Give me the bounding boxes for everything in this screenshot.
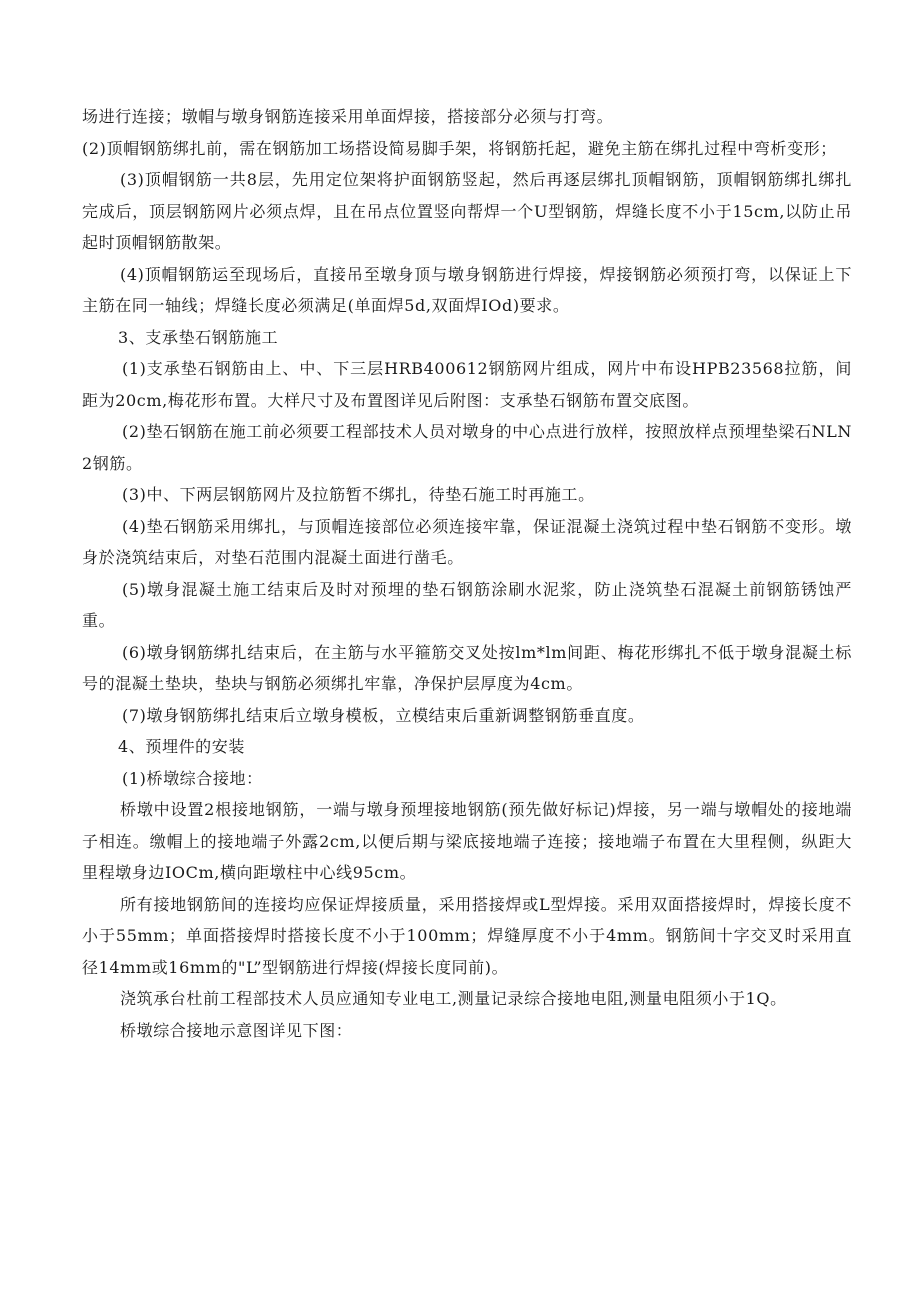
- section-heading-3: 3、支承垫石钢筋施工: [118, 327, 279, 347]
- paragraph-pad-2: (2)垫石钢筋在施工前必须要工程部技术人员对墩身的中心点进行放样，按照放样点预埋垫梁石NLN2钢筋。: [82, 422, 852, 473]
- paragraph-grounding-3: 浇筑承台杜前工程部技术人员应通知专业电工,测量记录综合接地电阻,测量电阻须小于1Q。: [120, 989, 787, 1008]
- paragraph-pad-4: (4)垫石钢筋采用绑扎，与顶帽连接部位必须连接牢靠，保证混凝土浇筑过程中垫石钢筋不变形。墩身於浇筑结束后，对垫石范围内混凝土面进行凿毛。: [82, 516, 852, 567]
- paragraph-continuation: 场进行连接；墩帽与墩身钢筋连接采用单面焊接，搭接部分必须与打弯。: [82, 107, 614, 126]
- paragraph-item-3: (3)顶帽钢筋一共8层，先用定位架将护面钢筋竖起，然后再逐层绑扎顶帽钢筋，顶帽钢筋绑扎绑扎完成后，顶层钢筋网片必须点焊，且在吊点位置竖向帮焊一个U型钢筋，焊缝长度不小于15cm,以防止吊起时顶帽钢筋散架。: [82, 170, 852, 252]
- paragraph-pad-1: (1)支承垫石钢筋由上、中、下三层HRB400612钢筋网片组成，网片中布设HPB23568拉筋，间距为20cm,梅花形布置。大样尺寸及布置图详见后附图：支承垫石钢筋布置交底图。: [82, 359, 852, 410]
- paragraph-grounding-2: 所有接地钢筋间的连接均应保证焊接质量，采用搭接焊或L型焊接。采用双面搭接焊时，焊接长度不小于55mm；单面搭接焊时搭接长度不小于100mm；焊缝厚度不小于4mm。钢筋间十字交叉时采用直径14mm或16mm的"L”型钢筋进行焊接(焊接长度同前)。: [82, 894, 852, 977]
- paragraph-pad-7: (7)墩身钢筋绑扎结束后立墩身模板，立模结束后重新调整钢筋垂直度。: [122, 705, 645, 725]
- paragraph-pad-3: (3)中、下两层钢筋网片及拉筋暂不绑扎，待垫石施工时再施工。: [122, 485, 595, 504]
- paragraph-pad-6: (6)墩身钢筋绑扎结束后，在主筋与水平箍筋交叉处按lm*lm间距、梅花形绑扎不低于墩身混凝土标号的混凝土垫块，垫块与钢筋必须绑扎牢靠，净保护层厚度为4cm。: [82, 642, 852, 693]
- section-heading-4: 4、预埋件的安装: [118, 737, 245, 756]
- paragraph-item-2: (2)顶帽钢筋绑扎前，需在钢筋加工场搭设简易脚手架，将钢筋托起，避免主筋在绑扎过程中弯析变形；: [82, 138, 837, 158]
- document-body: [82, 101, 852, 1046]
- paragraph-grounding-4: 桥墩综合接地示意图详见下图：: [120, 1020, 353, 1040]
- paragraph-pad-5: (5)墩身混凝土施工结束后及时对预埋的垫石钢筋涂刷水泥浆，防止浇筑垫石混凝土前钢筋锈蚀严重。: [82, 579, 852, 630]
- paragraph-grounding-1: 桥墩中设置2根接地钢筋，一端与墩身预埋接地钢筋(预先做好标记)焊接，另一端与墩帽处的接地端子相连。缴帽上的接地端子外露2cm,以便后期与梁底接地端子连接；接地端子布置在大里程侧，纵距大里程墩身边IOCm,横向距墩柱中心线95cm。: [82, 800, 852, 882]
- subheading-grounding: (1)桥墩综合接地：: [122, 768, 263, 788]
- paragraph-item-4: (4)顶帽钢筋运至现场后，直接吊至墩身顶与墩身钢筋进行焊接，焊接钢筋必须预打弯，以保证上下主筋在同一轴线；焊缝长度必须满足(单面焊5d,双面焊IOd)要求。: [82, 264, 852, 315]
